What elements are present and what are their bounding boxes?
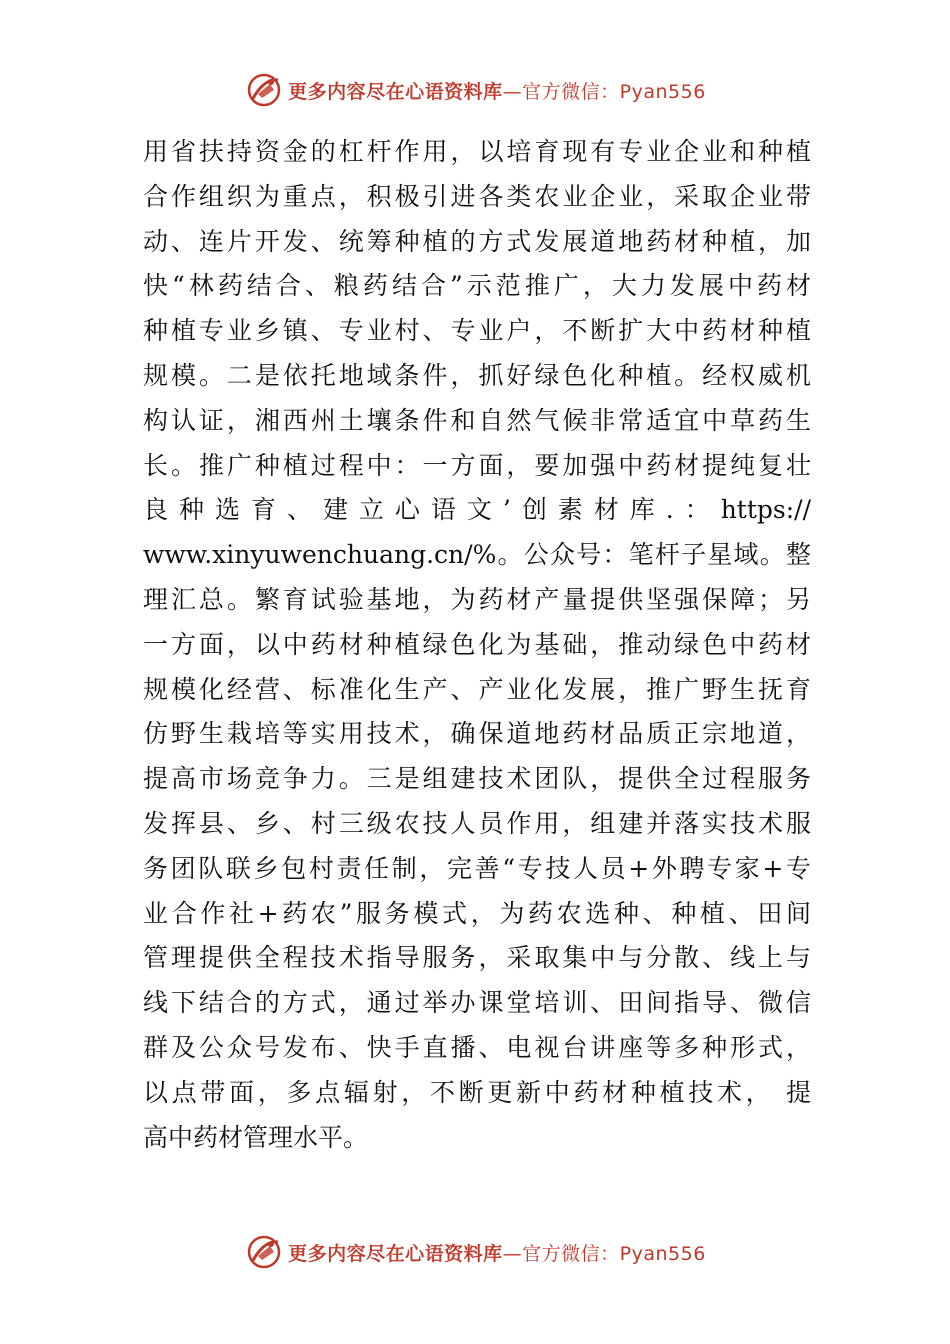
body-line: 高中药材管理水平。 xyxy=(143,1122,369,1152)
body-line: 管理提供全程技术指导服务，采取集中与分散、线上与 xyxy=(143,943,811,973)
footer-wechat-text: 官方微信：Pyan556 xyxy=(522,1242,706,1265)
body-line: 提高市场竞争力。三是组建技术团队，提供全过程服务 xyxy=(143,764,811,794)
body-line: 一方面，以中药材种植绿色化为基础，推动绿色中药材 xyxy=(143,629,811,659)
header-banner-text xyxy=(288,77,706,104)
body-line: 动、连片开发、统筹种植的方式发展道地药材种植，加 xyxy=(143,226,811,256)
body-line: www.xinyuwenchuang.cn/%。公众号：笔杆子星域。整 xyxy=(143,540,811,570)
body-line: 规模。二是依托地域条件，抓好绿色化种植。经权威机 xyxy=(143,360,811,390)
header-wechat-text: 官方微信：Pyan556 xyxy=(522,80,706,103)
body-line: 以点带面，多点辐射，不断更新中药材种植技术， 提 xyxy=(143,1077,811,1107)
footer-banner-text xyxy=(288,1239,706,1266)
footer-lead-text: 更多内容尽在心语资料库 xyxy=(288,1242,503,1265)
body-line: 规模化经营、标准化生产、产业化发展，推广野生抚育 xyxy=(143,674,811,704)
body-line: 理汇总。繁育试验基地，为药材产量提供坚强保障；另 xyxy=(143,584,811,614)
body-line: 用省扶持资金的杠杆作用，以培育现有专业企业和种植 xyxy=(143,137,811,166)
body-line: 构认证，湘西州土壤条件和自然气候非常适宜中草药生 xyxy=(143,405,811,435)
header-separator: — xyxy=(502,80,523,103)
seal-logo-icon xyxy=(244,70,284,110)
body-line: 发挥县、乡、村三级农技人员作用，组建并落实技术服 xyxy=(143,808,811,838)
body-line: 线下结合的方式，通过举办课堂培训、田间指导、微信 xyxy=(143,988,811,1018)
body-line: 务团队联乡包村责任制，完善“专技人员+外聘专家+专 xyxy=(143,853,811,883)
seal-logo-icon xyxy=(244,1232,284,1272)
body-line: 良种选育、建立心语文’创素材库.：https:// xyxy=(143,495,811,525)
body-line: 快“林药结合、粮药结合”示范推广，大力发展中药材 xyxy=(143,271,811,301)
body-line: 业合作社+药农”服务模式，为药农选种、种植、田间 xyxy=(143,898,811,928)
body-line: 仿野生栽培等实用技术，确保道地药材品质正宗地道， xyxy=(143,719,811,749)
header-lead-text: 更多内容尽在心语资料库 xyxy=(288,80,503,103)
body-line: 长。推广种植过程中：一方面，要加强中药材提纯复壮 xyxy=(143,450,811,480)
header-banner xyxy=(0,66,950,114)
footer-banner xyxy=(0,1228,950,1276)
body-line: 合作组织为重点，积极引进各类农业企业，采取企业带 xyxy=(143,181,811,211)
body-text xyxy=(143,130,811,1160)
body-line: 种植专业乡镇、专业村、专业户，不断扩大中药材种植 xyxy=(143,316,811,346)
footer-separator: — xyxy=(502,1242,523,1265)
body-line: 群及公众号发布、快手直播、电视台讲座等多种形式， xyxy=(143,1032,811,1062)
